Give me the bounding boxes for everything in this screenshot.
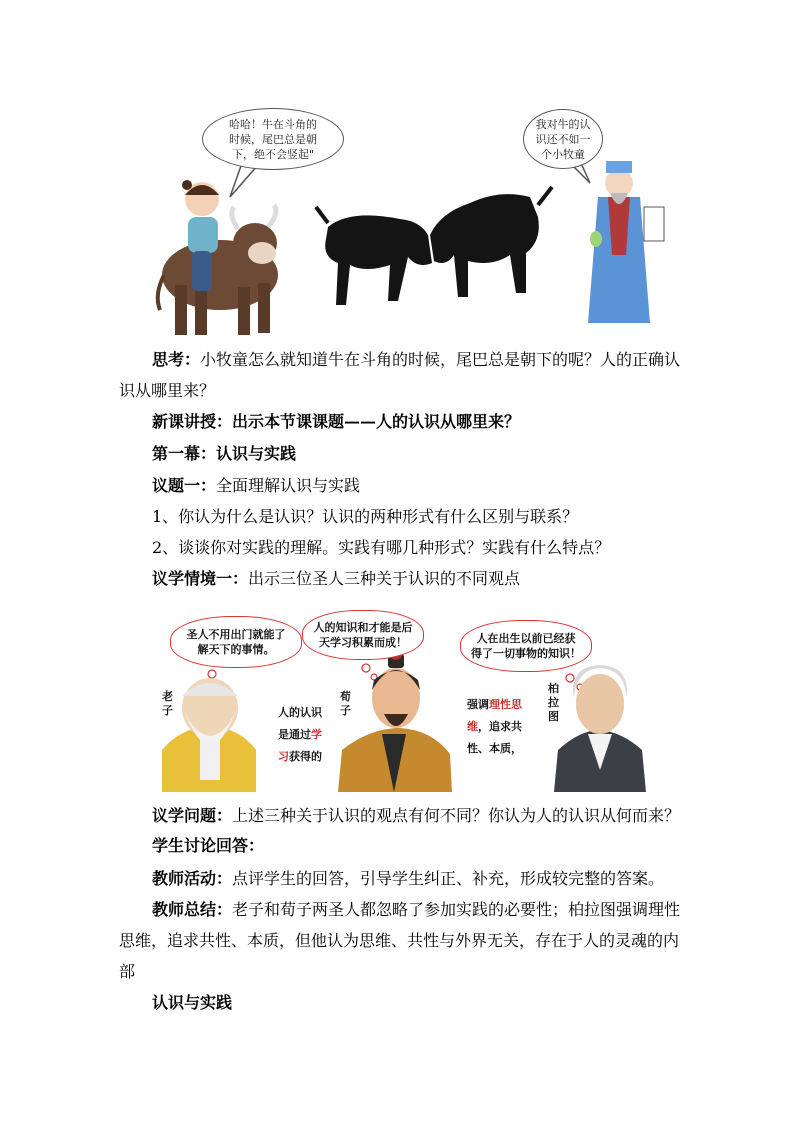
question-1: 1、你认为什么是认识？认识的两种形式有什么区别与联系？ (152, 507, 579, 526)
scenario-one: 议学情境一：出示三位圣人三种关于认识的不同观点 (152, 569, 521, 588)
xunzi-thought-cloud: 人的知识和才能是后 天学习积累而成！ (302, 610, 424, 660)
laozi-thought-cloud: 圣人不用出门就能了 解天下的事情。 (170, 616, 302, 668)
section-heading: 认识与实践 (152, 993, 233, 1012)
teacher-activity: 教师活动：点评学生的回答，引导学生纠正、补充，形成较完整的答案。 (152, 869, 665, 888)
laozi-label: 老 子 (162, 690, 173, 717)
fighting-bulls (316, 187, 552, 305)
plato-view-note: 强调理性思 维，追求共 性、本质， (467, 698, 522, 755)
xunzi-view-note: 人的认识 是通过学 习获得的 (278, 706, 322, 763)
thinking-line-1: 思考：小牧童怎么就知道牛在斗角的时候，尾巴总是朝下的呢？人的正确认 (152, 350, 681, 369)
ancient-scholar (588, 161, 664, 323)
laozi-portrait (162, 678, 256, 792)
xunzi-portrait (338, 648, 452, 792)
act-one-heading: 第一幕：认识与实践 (152, 444, 297, 463)
cowherd-speech-bubble: 哈哈！牛在斗角的 时候，尾巴总是朝 下，绝不会竖起" (202, 108, 344, 170)
plato-thought-cloud: 人在出生以前已经获 得了一切事物的知识！ (460, 620, 592, 672)
thinking-line-2: 识从哪里来？ (119, 381, 216, 400)
student-discussion: 学生讨论回答： (152, 836, 265, 855)
plato-label: 柏 拉 图 (548, 682, 559, 723)
scholar-speech-bubble: 我对牛的认 识还不如一 个小牧童 (523, 109, 603, 169)
topic-one: 议题一：全面理解认识与实践 (152, 476, 361, 495)
plato-portrait (554, 665, 646, 792)
cowherd-on-bull (158, 180, 278, 335)
learning-problem: 议学问题：上述三种关于认识的观点有何不同？你认为人的认识从何而来？ (152, 806, 681, 825)
xunzi-label: 荀 子 (340, 690, 351, 717)
teacher-summary-line-1: 教师总结：老子和荀子两圣人都忽略了参加实践的必要性；柏拉图强调理性 (152, 900, 681, 919)
cowherd-bull-illustration (150, 105, 680, 340)
new-lesson-heading: 新课讲授：出示本节课课题——人的认识从哪里来？ (152, 412, 521, 431)
teacher-summary-line-3: 部 (119, 962, 136, 981)
teacher-summary-line-2: 思维，追求共性、本质，但他认为思维、共性与外界无关，存在于人的灵魂的内 (119, 931, 680, 950)
three-sages-illustration (160, 610, 650, 792)
question-2: 2、谈谈你对实践的理解。实践有哪几种形式？实践有什么特点？ (152, 538, 611, 557)
